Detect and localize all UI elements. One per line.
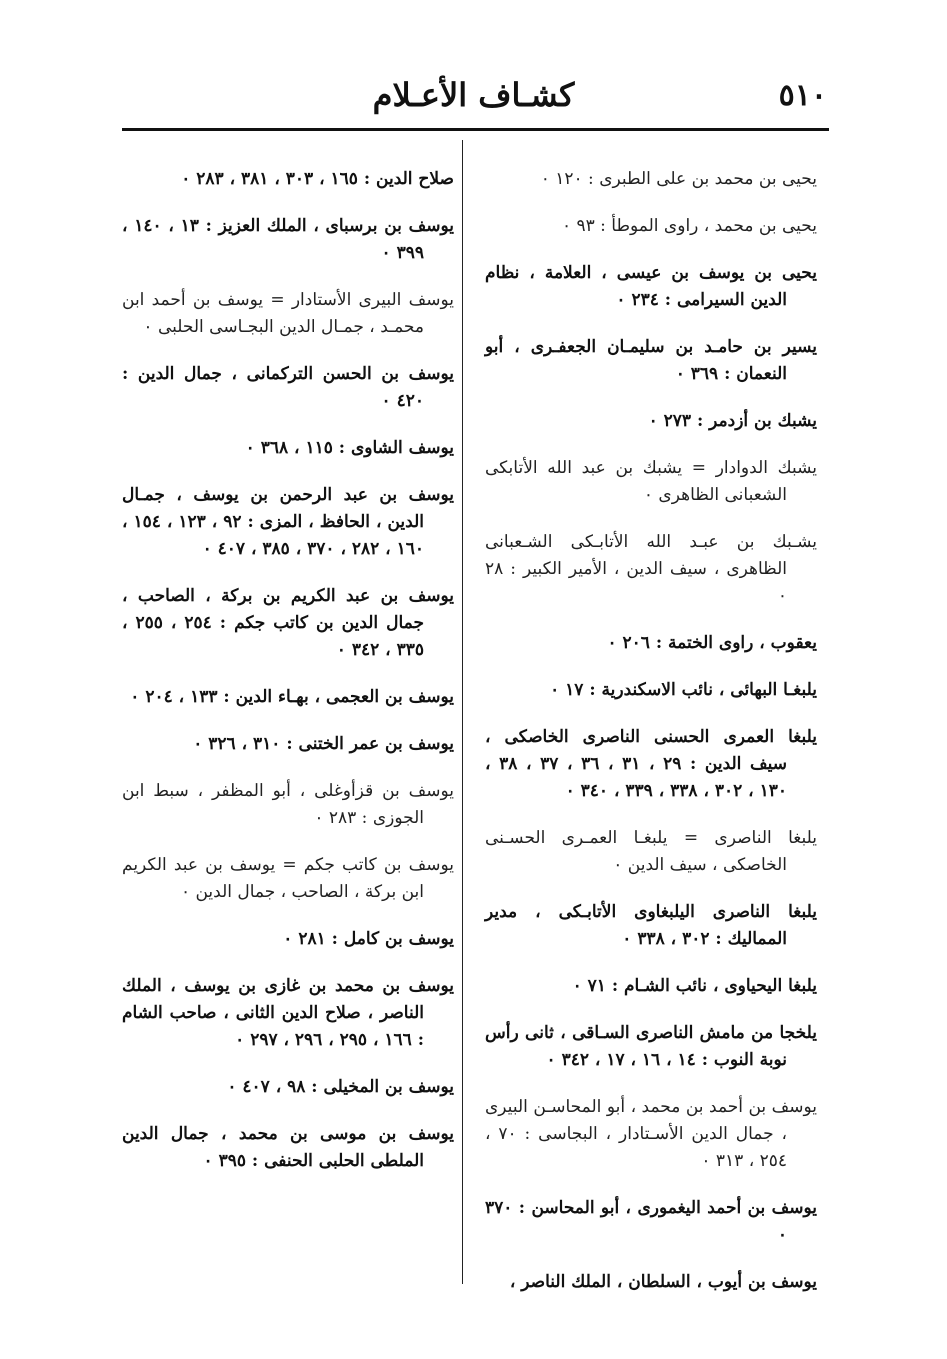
index-entry: يسير بن حامـد بن سليمـان الجعفـرى ، أبو النعمان : ٣٦٩ ٠	[485, 337, 817, 384]
index-entry: يوسف بن أيوب ، السلطان ، الملك الناصر ،	[509, 1272, 817, 1292]
index-entry: يوسف بن العجمى ، بهـاء الدين : ١٣٣ ، ٢٠٤ ٠	[130, 687, 454, 707]
index-entry: يوسف بن أحمد بن محمد ، أبو المحاسـن البيرى ، جمال الدين الأسـتادار ، البجاسى : ٧٠ ، ٢٥٤ ، ٣١٣ ٠	[485, 1097, 817, 1171]
index-entry: يوسف بن عبد الرحمن بن يوسف ، جمـال الدين ، الحافظ ، المزى : ٩٢ ، ١٢٣ ، ١٥٤ ، ١٦٠ ، ٢٨٢ ، ٣٧٠ ، ٣٨٥ ، ٤٠٧ ٠	[122, 485, 454, 559]
index-entry: يلبغـا البهائى ، نائب الاسكندرية : ١٧ ٠	[550, 680, 817, 700]
index-entry: يحيى بن محمد بن على الطبرى : ١٢٠ ٠	[540, 169, 817, 189]
index-entry: يلبغا اليحياوى ، نائب الشـام : ٧١ ٠	[572, 976, 817, 996]
running-title: كشـاف الأعـلام	[372, 76, 575, 114]
index-entry: يلبغا الناصرى اليلبغاوى الأتابـكى ، مدير المماليك : ٣٠٢ ، ٣٣٨ ٠	[485, 902, 817, 949]
index-entry: يشـبك بن عبـد الله الأتابـكى الشـعبانى الظاهرى ، سيف الدين ، الأمير الكبير : ٢٨ ٠	[485, 532, 817, 606]
index-entry: يلبغا العمرى الحسنى الناصرى الخاصكى ، سيف الدين : ٢٩ ، ٣١ ، ٣٦ ، ٣٧ ، ٣٨ ، ١٣٠ ، ٣٠٢ ، ٣٣٨ ، ٣٣٩ ، ٣٤٠ ٠	[485, 727, 817, 801]
index-entry: يوسف بن محمد بن غازى بن يوسف ، الملك الناصر ، صلاح الدين الثانى ، صاحب الشام : ١٦٦ ، ٢٩٥ ، ٢٩٦ ، ٢٩٧ ٠	[122, 976, 454, 1050]
index-entry: يوسف بن عبد الكريم بن بركة ، الصاحب ، جمال الدين بن كاتب جكم : ٢٥٤ ، ٢٥٥ ، ٣٣٥ ، ٣٤٢ ٠	[122, 586, 454, 660]
index-entry: يوسف الشاوى : ١١٥ ، ٣٦٨ ٠	[245, 438, 454, 458]
index-entry: يوسف بن موسى بن محمد ، جمال الدين الملطى الحلبى الحنفى : ٣٩٥ ٠	[122, 1124, 454, 1171]
index-entry: يعقوب ، راوى الختمة : ٢٠٦ ٠	[607, 633, 817, 653]
index-entry: يوسف بن أحمد اليغمورى ، أبو المحاسن : ٣٧٠ ٠	[485, 1198, 817, 1245]
index-entry: يلبغا الناصرى = يلبغـا العمـرى الحسـنى الخاصكى ، سيف الدين ٠	[485, 828, 817, 875]
page-header	[120, 68, 827, 124]
index-entry: يوسف بن قزأوغلى ، أبو المظفر ، سبط ابن الجوزى : ٢٨٣ ٠	[122, 781, 454, 828]
index-column-left	[122, 166, 454, 1299]
index-column-right	[485, 166, 817, 1299]
index-entry: يلخجا من مامش الناصرى السـاقى ، ثانى رأس نوبة النوب : ١٤ ، ١٦ ، ١٧ ، ٣٤٢ ٠	[485, 1023, 817, 1070]
index-entry: يوسف بن برسباى ، الملك العزيز : ١٣ ، ١٤٠ ، ٣٩٩ ٠	[122, 216, 454, 263]
index-entry: صلاح الدين : ١٦٥ ، ٣٠٣ ، ٣٨١ ، ٢٨٣ ٠	[181, 169, 454, 189]
index-entry: يحيى بن محمد ، راوى الموطأ : ٩٣ ٠	[561, 216, 817, 236]
index-entry: يوسف بن عمر الختنى : ٣١٠ ، ٣٢٦ ٠	[193, 734, 454, 754]
column-divider	[462, 140, 463, 1284]
index-entry: يشبك الدوادار = يشبك بن عبد الله الأتابكى الشعبانى الظاهرى ٠	[485, 458, 817, 505]
index-entry: يحيى بن يوسف بن عيسى ، العلامة ، نظام الدين السيرامى : ٢٣٤ ٠	[485, 263, 817, 310]
header-rule	[122, 128, 829, 131]
index-entry: يوسف بن كامل : ٢٨١ ٠	[283, 929, 454, 949]
index-entry: يوسف بن كاتب جكم = يوسف بن عبد الكريم ابن بركة ، الصاحب ، جمال الدين ٠	[122, 855, 454, 902]
index-entry: يوسف البيرى الأستادار = يوسف بن أحمد ابن محمـد ، جمـال الدين البجـاسى الحلبى ٠	[122, 290, 454, 337]
index-entry: يشبك بن أزدمر : ٢٧٣ ٠	[648, 411, 817, 431]
index-entry: يوسف بن الحسن التركمانى ، جمال الدين : ٤٢٠ ٠	[122, 364, 454, 411]
index-entry: يوسف بن المخيلى : ٩٨ ، ٤٠٧ ٠	[227, 1077, 454, 1097]
page-number: ٥١٠	[778, 78, 827, 113]
